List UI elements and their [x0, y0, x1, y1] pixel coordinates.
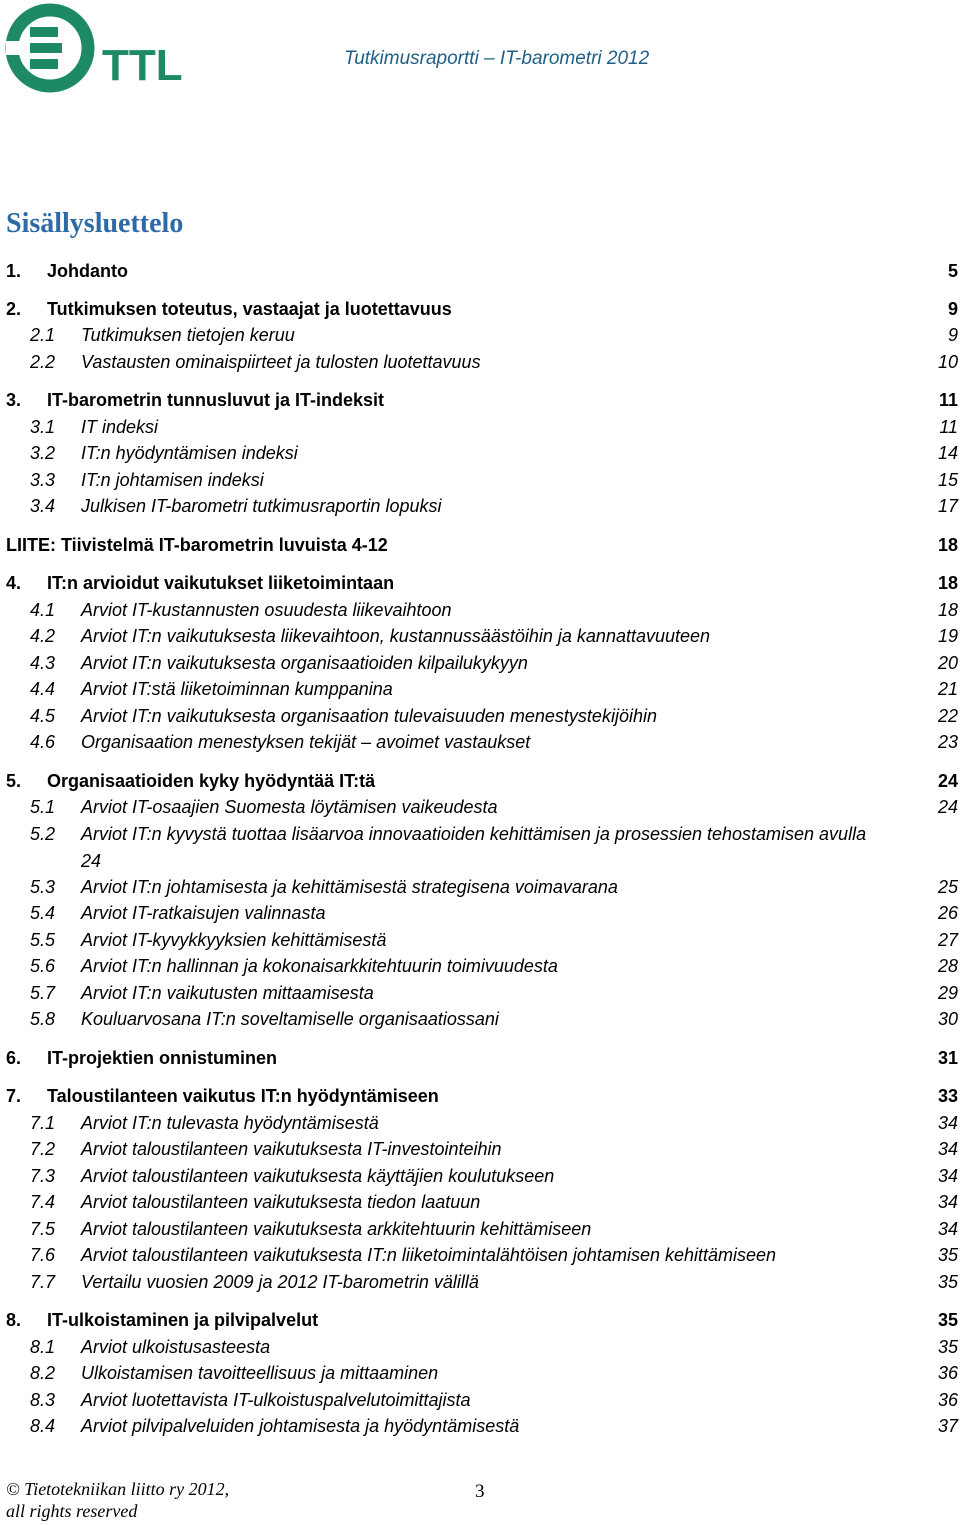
toc-entry-number: 5.6	[30, 956, 56, 976]
toc-entry-page: 23	[937, 732, 958, 752]
toc-entry[interactable]	[0, 1413, 960, 1439]
toc-entry[interactable]	[0, 1083, 960, 1109]
toc-entry-page: 17	[937, 496, 958, 516]
toc-entry-title: Arviot luotettavista IT-ulkoistuspalvelutoimittajista	[81, 1390, 471, 1410]
toc-entry-title: Vastausten ominaispiirteet ja tulosten luotettavuus	[81, 352, 481, 372]
toc-entry-page: 34	[937, 1219, 958, 1239]
toc-entry-title: IT indeksi	[81, 417, 159, 437]
toc-entry-page: 29	[937, 983, 958, 1003]
toc-entry-page: 9	[947, 325, 958, 345]
toc-entry-page: 36	[937, 1390, 958, 1410]
toc-wrapped-page-number: 24	[81, 851, 102, 871]
toc-entry[interactable]	[0, 1045, 960, 1071]
toc-entry-page: 25	[937, 877, 958, 897]
toc-entry-number: 2.1	[30, 325, 56, 345]
toc-entry-number: 8.2	[30, 1363, 56, 1383]
toc-entry-title: Arviot IT-osaajien Suomesta löytämisen vaikeudesta	[81, 797, 498, 817]
toc-entry-number: 3.2	[30, 443, 56, 463]
toc-entry-page: 34	[937, 1113, 958, 1133]
toc-entry-page: 36	[937, 1363, 958, 1383]
toc-entry-title: Johdanto	[47, 261, 128, 281]
toc-entry-page: 34	[937, 1192, 958, 1212]
toc-entry[interactable]	[0, 493, 960, 519]
toc-entry-number: 4.5	[30, 706, 56, 726]
toc-entry-title: Arviot IT:stä liiketoiminnan kumppanina	[81, 679, 393, 699]
toc-entry-title: Ulkoistamisen tavoitteellisuus ja mittaaminen	[81, 1363, 439, 1383]
toc-entry-page: 5	[947, 261, 958, 281]
toc-entry[interactable]	[0, 703, 960, 729]
toc-entry[interactable]	[0, 927, 960, 953]
toc-entry-number: 7.2	[30, 1139, 56, 1159]
toc-entry-number: 6.	[6, 1048, 22, 1068]
toc-entry[interactable]	[0, 1387, 960, 1413]
toc-entry-page: 18	[937, 573, 958, 593]
toc-entry-number: 8.3	[30, 1390, 56, 1410]
toc-entry-page: 37	[937, 1416, 958, 1436]
toc-entry-number: 4.6	[30, 732, 56, 752]
toc-entry-title: Vertailu vuosien 2009 ja 2012 IT-barometrin välillä	[81, 1272, 479, 1292]
toc-entry-title: IT:n hyödyntämisen indeksi	[81, 443, 298, 463]
toc-entry-page: 30	[937, 1009, 958, 1029]
toc-entry[interactable]	[0, 650, 960, 676]
toc-entry-number: 7.6	[30, 1245, 56, 1265]
toc-entry-number: 4.4	[30, 679, 56, 699]
toc-entry[interactable]	[0, 1163, 960, 1189]
toc-entry-title: Organisaatioiden kyky hyödyntää IT:tä	[47, 771, 376, 791]
toc-entry-page: 18	[937, 600, 958, 620]
toc-entry[interactable]	[0, 953, 960, 979]
toc-entry-number: 7.4	[30, 1192, 56, 1212]
toc-entry-page: 21	[937, 679, 958, 699]
toc-entry-title: IT:n johtamisen indeksi	[81, 470, 264, 490]
toc-entry-title: Arviot pilvipalveluiden johtamisesta ja hyödyntämisestä	[81, 1416, 520, 1436]
toc-entry-number: 7.	[6, 1086, 22, 1106]
toc-entry-number: 4.2	[30, 626, 56, 646]
toc-entry-title: Arviot IT-kustannusten osuudesta liikevaihtoon	[81, 600, 452, 620]
toc-entry-title: Arviot taloustilanteen vaikutuksesta IT:n liiketoimintalähtöisen johtamisen kehittämiseen	[81, 1245, 777, 1265]
copyright-line-1: © Tietotekniikan liitto ry 2012,	[6, 1479, 230, 1499]
toc-entry-page: 26	[937, 903, 958, 923]
toc-entry[interactable]	[0, 414, 960, 440]
toc-entry-title: Arviot IT:n johtamisesta ja kehittämisestä strategisena voimavarana	[81, 877, 618, 897]
toc-entry[interactable]	[0, 900, 960, 926]
toc-entry-title: Organisaation menestyksen tekijät – avoimet vastaukset	[81, 732, 531, 752]
toc-entry[interactable]	[0, 1269, 960, 1295]
toc-entry-page: 27	[937, 930, 958, 950]
toc-entry[interactable]	[0, 1334, 960, 1360]
toc-entry-page: 34	[937, 1139, 958, 1159]
toc-entry[interactable]	[0, 322, 960, 348]
toc-entry-number: 3.3	[30, 470, 56, 490]
toc-entry-title: Arviot IT:n kyvystä tuottaa lisäarvoa innovaatioiden kehittämisen ja prosessien tehostamisen avulla	[81, 824, 867, 844]
toc-entry-number: 5.1	[30, 797, 56, 817]
toc-entry-title: LIITE: Tiivistelmä IT-barometrin luvuista 4-12	[6, 535, 388, 555]
toc-entry[interactable]	[0, 258, 960, 284]
toc-entry-title: IT-ulkoistaminen ja pilvipalvelut	[47, 1310, 319, 1330]
toc-entry-number: 2.2	[30, 352, 56, 372]
toc-entry-title: Kouluarvosana IT:n soveltamiselle organisaatiossani	[81, 1009, 499, 1029]
copyright-notice	[6, 1478, 229, 1522]
toc-entry-page: 33	[937, 1086, 958, 1106]
report-header-title: Tutkimusraportti – IT-barometri 2012	[344, 48, 650, 69]
toc-entry-number: 7.5	[30, 1219, 56, 1239]
toc-entry[interactable]	[0, 729, 960, 755]
toc-entry-number: 5.	[6, 771, 22, 791]
toc-entry-number: 1.	[6, 261, 22, 281]
toc-entry[interactable]	[0, 570, 960, 596]
toc-entry-title: Arviot taloustilanteen vaikutuksesta tiedon laatuun	[81, 1192, 481, 1212]
toc-entry-number: 8.4	[30, 1416, 56, 1436]
toc-entry-number: 4.	[6, 573, 22, 593]
toc-entry-title: IT-projektien onnistuminen	[47, 1048, 278, 1068]
toc-entry[interactable]	[0, 1216, 960, 1242]
toc-entry[interactable]	[0, 980, 960, 1006]
toc-entry-page: 14	[937, 443, 958, 463]
toc-entry-number: 3.1	[30, 417, 56, 437]
toc-entry-page: 35	[937, 1310, 958, 1330]
toc-entry-number: 3.4	[30, 496, 56, 516]
toc-entry[interactable]	[0, 1136, 960, 1162]
toc-entry-title: Arviot IT:n hallinnan ja kokonaisarkkitehtuurin toimivuudesta	[81, 956, 558, 976]
toc-entry[interactable]	[0, 676, 960, 702]
toc-entry-title: Julkisen IT-barometri tutkimusraportin lopuksi	[81, 496, 442, 516]
toc-entry-page: 34	[937, 1166, 958, 1186]
toc-entry-number: 7.1	[30, 1113, 56, 1133]
toc-entry-title: Arviot IT-ratkaisujen valinnasta	[81, 903, 326, 923]
toc-entry-number: 3.	[6, 390, 22, 410]
page-number: 3	[475, 1481, 485, 1502]
toc-entry-number: 5.5	[30, 930, 56, 950]
toc-entry-title: IT:n arvioidut vaikutukset liiketoimintaan	[47, 573, 395, 593]
copyright-line-2: all rights reserved	[6, 1501, 138, 1521]
toc-entry[interactable]	[0, 1189, 960, 1215]
toc-entry[interactable]	[0, 1242, 960, 1268]
toc-entry-number: 8.1	[30, 1337, 56, 1357]
toc-entry[interactable]	[0, 1110, 960, 1136]
toc-entry-page: 11	[939, 417, 958, 437]
toc-entry[interactable]	[0, 532, 960, 558]
toc-entry-title: Arviot ulkoistusasteesta	[81, 1337, 271, 1357]
toc-entry-number: 8.	[6, 1310, 22, 1330]
toc-entry-title: Tutkimuksen tietojen keruu	[81, 325, 295, 345]
toc-entry-number: 5.7	[30, 983, 56, 1003]
toc-entry-number: 4.1	[30, 600, 56, 620]
toc-entry-page: 35	[937, 1245, 958, 1265]
toc-entry-page: 28	[937, 956, 958, 976]
toc-entry-title: Tutkimuksen toteutus, vastaajat ja luotettavuus	[47, 299, 452, 319]
toc-entry-title: Arviot IT:n vaikutuksesta liikevaihtoon, kustannussäästöihin ja kannattavuuteen	[81, 626, 711, 646]
toc-entry-title: Arviot IT:n vaikutusten mittaamisesta	[81, 983, 374, 1003]
toc-entry-title: Taloustilanteen vaikutus IT:n hyödyntämiseen	[47, 1086, 439, 1106]
toc-entry[interactable]	[0, 821, 960, 847]
toc-entry-number: 5.2	[30, 824, 56, 844]
toc-entry-page: 35	[937, 1337, 958, 1357]
toc-entry[interactable]	[0, 296, 960, 322]
toc-entry-number: 5.3	[30, 877, 56, 897]
toc-entry[interactable]	[0, 349, 960, 375]
toc-entry[interactable]	[0, 467, 960, 493]
toc-entry-title: Arviot IT:n tulevasta hyödyntämisestä	[81, 1113, 379, 1133]
toc-entry-page: 22	[937, 706, 958, 726]
toc-entry[interactable]	[0, 597, 960, 623]
toc-entry[interactable]	[0, 1360, 960, 1386]
toc-entry-title: Arviot taloustilanteen vaikutuksesta käyttäjien koulutukseen	[81, 1166, 555, 1186]
toc-entry[interactable]	[0, 768, 960, 794]
toc-entry[interactable]	[0, 874, 960, 900]
toc-entry-number: 4.3	[30, 653, 56, 673]
toc-entry-page: 31	[937, 1048, 958, 1068]
toc-entry-title: Arviot IT-kyvykkyyksien kehittämisestä	[81, 930, 387, 950]
toc-entry-page: 20	[937, 653, 958, 673]
toc-entry[interactable]	[0, 794, 960, 820]
toc-entry[interactable]	[0, 440, 960, 466]
toc-entry-title: Arviot IT:n vaikutuksesta organisaatioiden kilpailukykyyn	[81, 653, 528, 673]
toc-entry-number: 7.7	[30, 1272, 56, 1292]
ttl-logo	[4, 2, 184, 94]
toc-entry-page: 10	[937, 352, 958, 372]
toc-entry-page: 24	[937, 797, 958, 817]
toc-entry-page: 11	[938, 390, 958, 410]
toc-entry-number: 7.3	[30, 1166, 56, 1186]
toc-entry[interactable]	[0, 387, 960, 413]
toc-entry-number: 5.4	[30, 903, 56, 923]
toc-entry-page: 9	[947, 299, 958, 319]
toc-entry[interactable]	[0, 1006, 960, 1032]
toc-entry-title: Arviot taloustilanteen vaikutuksesta IT-investointeihin	[81, 1139, 502, 1159]
toc-entry-number: 2.	[6, 299, 22, 319]
svg-text:TTL: TTL	[102, 41, 183, 90]
toc-entry-title: Arviot IT:n vaikutuksesta organisaation tulevaisuuden menestystekijöihin	[81, 706, 657, 726]
toc-entry-number: 5.8	[30, 1009, 56, 1029]
toc-entry-title: Arviot taloustilanteen vaikutuksesta arkkitehtuurin kehittämiseen	[81, 1219, 592, 1239]
toc-entry[interactable]	[0, 623, 960, 649]
toc-entry-page: 15	[937, 470, 958, 490]
toc-entry-page: 19	[937, 626, 958, 646]
toc-heading: Sisällysluettelo	[6, 208, 184, 239]
toc-entry-title: IT-barometrin tunnusluvut ja IT-indeksit	[47, 390, 385, 410]
toc-entry-page: 35	[937, 1272, 958, 1292]
toc-entry[interactable]	[0, 1307, 960, 1333]
toc-entry-page: 24	[937, 771, 958, 791]
toc-entry-page: 18	[937, 535, 958, 555]
